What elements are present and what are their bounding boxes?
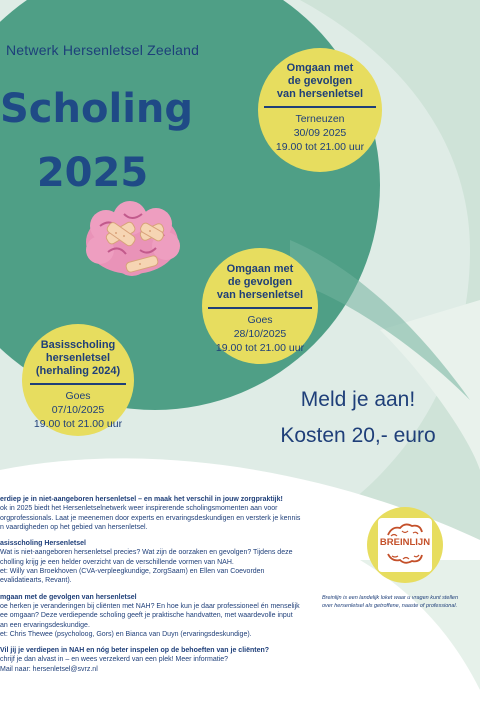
- breinlijn-logo: [378, 518, 432, 572]
- event-circle-terneuzen: [258, 48, 382, 172]
- event-time: 19.00 tot 21.00 uur: [275, 141, 365, 153]
- event-date: 07/10/2025: [51, 404, 105, 416]
- intro-paragraph: erdiep je in niet-aangeboren hersenletsel – en maak het verschil in jouw zorgpraktijk! ok in 2025 biedt het Hersenletselnetwerk weer inspirerende scholingsmomenten aan voor orgprofessionals. Laat je meenemen door experts en ervaringsdeskundigen en versterk je kennis n vaardigheden op het gebied van hersenletsel.: [0, 496, 301, 531]
- brain-with-bandages-icon: [80, 196, 184, 280]
- organization-name: Netwerk Hersenletsel Zeeland: [6, 42, 200, 58]
- event-place: Goes: [247, 314, 273, 326]
- event-divider: [30, 383, 126, 385]
- page-year: 2025: [36, 150, 149, 196]
- description-text: [0, 495, 374, 681]
- event-divider: [264, 106, 376, 108]
- event-place: Goes: [65, 390, 91, 402]
- basis-paragraph: asisscholing Hersenletsel Wat is niet-aangeboren hersenletsel precies? Wat zijn de oorzaken en gevolgen? Tijdens deze cholling krijg je een helder overzicht van de verschillende vormen van NAH. et: Willy van Broekhoven (CVA-verpleegkundige, ZorgSaam) en Ellen van Coevorden evalidatiearts, Revant).: [0, 540, 293, 585]
- omgaan-paragraph: mgaan met de gevolgen van hersenletsel oe herken je veranderingen bij cliënten met NAH? En hoe kun je daar professioneel én menselijk ee omgaan? Deze verdiepende scholing geeft je praktische handvatten, met waardevolle input an een ervaringsdeskundige. et: Chris Thewee (psycholoog, Gors) en Bianca van Duyn (ervaringsdeskundige).: [0, 593, 300, 638]
- closing-paragraph: Vil jij je verdiepen in NAH en nóg beter inspelen op de behoeften van je cliënten? chrijf je dan alvast in – en wees verzekerd van een plek! Meer informatie? Mail naar: hersenletsel@svrz.nl: [0, 647, 270, 673]
- event-circle-goes-oct-07: [22, 324, 134, 436]
- event-date: 28/10/2025: [233, 328, 287, 340]
- event-title: Basisscholing hersenletsel (herhaling 2024): [35, 339, 121, 377]
- event-place: Terneuzen: [295, 113, 345, 125]
- event-title: Omgaan met de gevolgen van hersenletsel: [216, 263, 304, 301]
- event-divider: [208, 307, 312, 309]
- event-date: 30/09 2025: [293, 127, 347, 139]
- logo-text: BREINLIJN: [379, 537, 431, 548]
- signup-call-to-action: Meld je aan!: [300, 388, 416, 411]
- cost-text: Kosten 20,- euro: [280, 424, 436, 447]
- event-circle-goes-oct-28: [202, 248, 318, 364]
- event-time: 19.00 tot 21.00 uur: [33, 418, 123, 430]
- logo-note: Breinlijn is een landelijk loket waar u vragen kunt stellen over hersenletsel als getroffene, naaste of professional.: [322, 595, 459, 609]
- page-title: Scholing: [0, 86, 194, 132]
- event-title: Omgaan met de gevolgen van hersenletsel: [276, 62, 364, 100]
- event-time: 19.00 tot 21.00 uur: [215, 342, 305, 354]
